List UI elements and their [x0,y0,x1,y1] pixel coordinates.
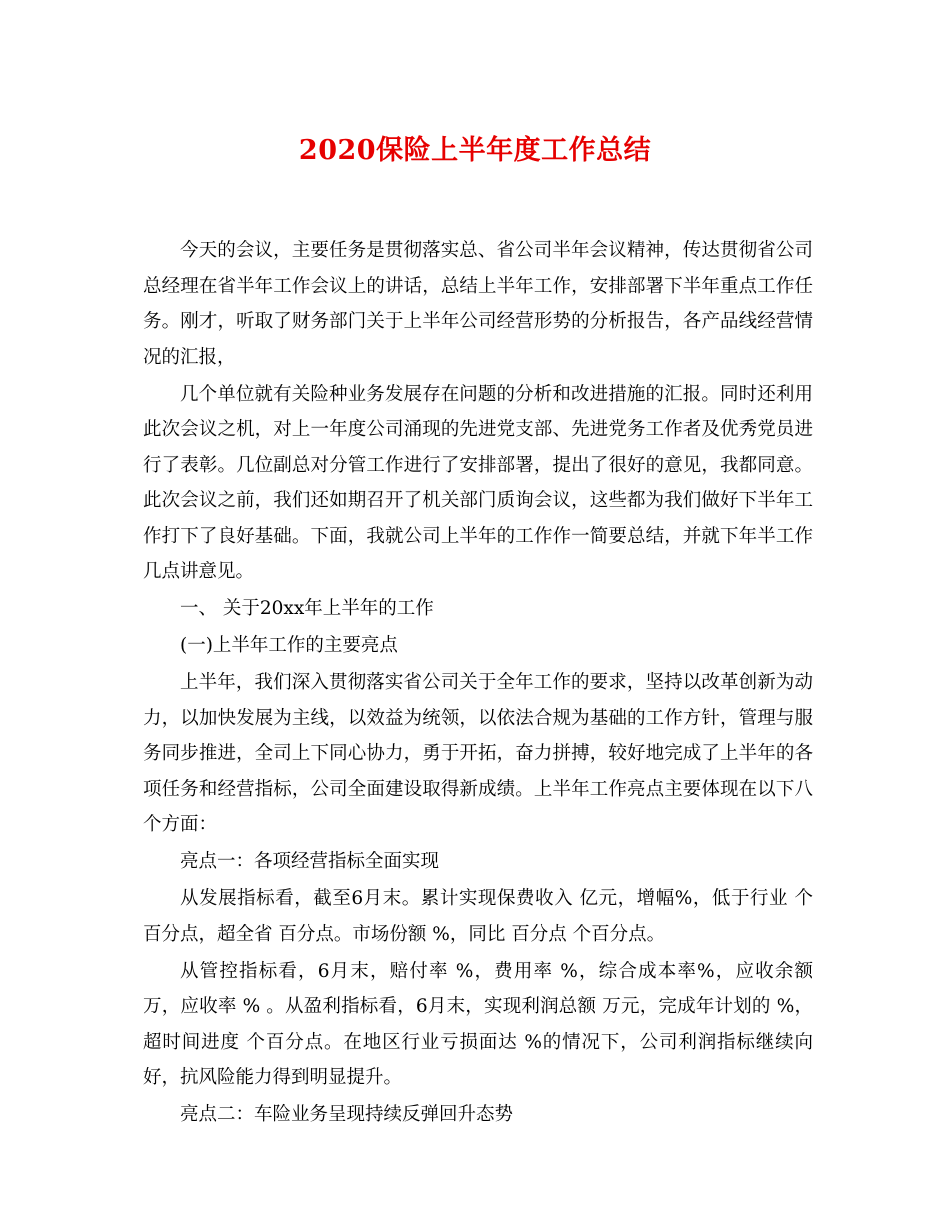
document-title: 2020保险上半年度工作总结 [298,135,652,166]
section-heading: 一、 关于20xx年上半年的工作 [180,598,434,619]
subsection-heading: (一)上半年工作的主要亮点 [180,635,398,656]
highlight-heading: 亮点一：各项经营指标全面实现 [180,851,440,872]
paragraph: 上半年，我们深入贯彻落实省公司关于全年工作的要求，坚持以改革创新为动力，以加快发展为主线，以效益为统领，以依法合规为基础的工作方针，管理与服务同步推进，全司上下同心协力，勇于开拓，奋力拼搏，较好地完成了上半年的各项任务和经营指标，公司全面建设取得新成绩。上半年工作亮点主要体现在以下八个方面： [143,672,813,835]
paragraph: 从发展指标看，截至6月末。累计实现保费收入 亿元，增幅%，低于行业 个百分点，超全省 百分点。市场份额 %，同比 百分点 个百分点。 [143,888,813,945]
highlight-heading: 亮点二：车险业务呈现持续反弹回升态势 [180,1104,514,1125]
document-body [143,233,813,1133]
paragraph: 几个单位就有关险种业务发展存在问题的分析和改进措施的汇报。同时还利用此次会议之机，对上一年度公司涌现的先进党支部、先进党务工作者及优秀党员进行了表彰。几位副总对分管工作进行了安排部署，提出了很好的意见，我都同意。此次会议之前，我们还如期召开了机关部门质询会议，这些都为我们做好下半年工作打下了良好基础。下面，我就公司上半年的工作作一简要总结，并就下年半工作几点讲意见。 [143,383,813,582]
paragraph: 今天的会议，主要任务是贯彻落实总、省公司半年会议精神，传达贯彻省公司总经理在省半年工作会议上的讲话，总结上半年工作，安排部署下半年重点工作任务。刚才，听取了财务部门关于上半年公司经营形势的分析报告，各产品线经营情况的汇报， [143,240,813,368]
paragraph: 从管控指标看，6月末，赔付率 %，费用率 %，综合成本率%，应收余额 万，应收率 % 。从盈利指标看，6月末，实现利润总额 万元，完成年计划的 %，超时间进度 个百分点。在地区行业亏损面达 %的情况下，公司利润指标继续向好，抗风险能力得到明显提升。 [143,960,813,1088]
